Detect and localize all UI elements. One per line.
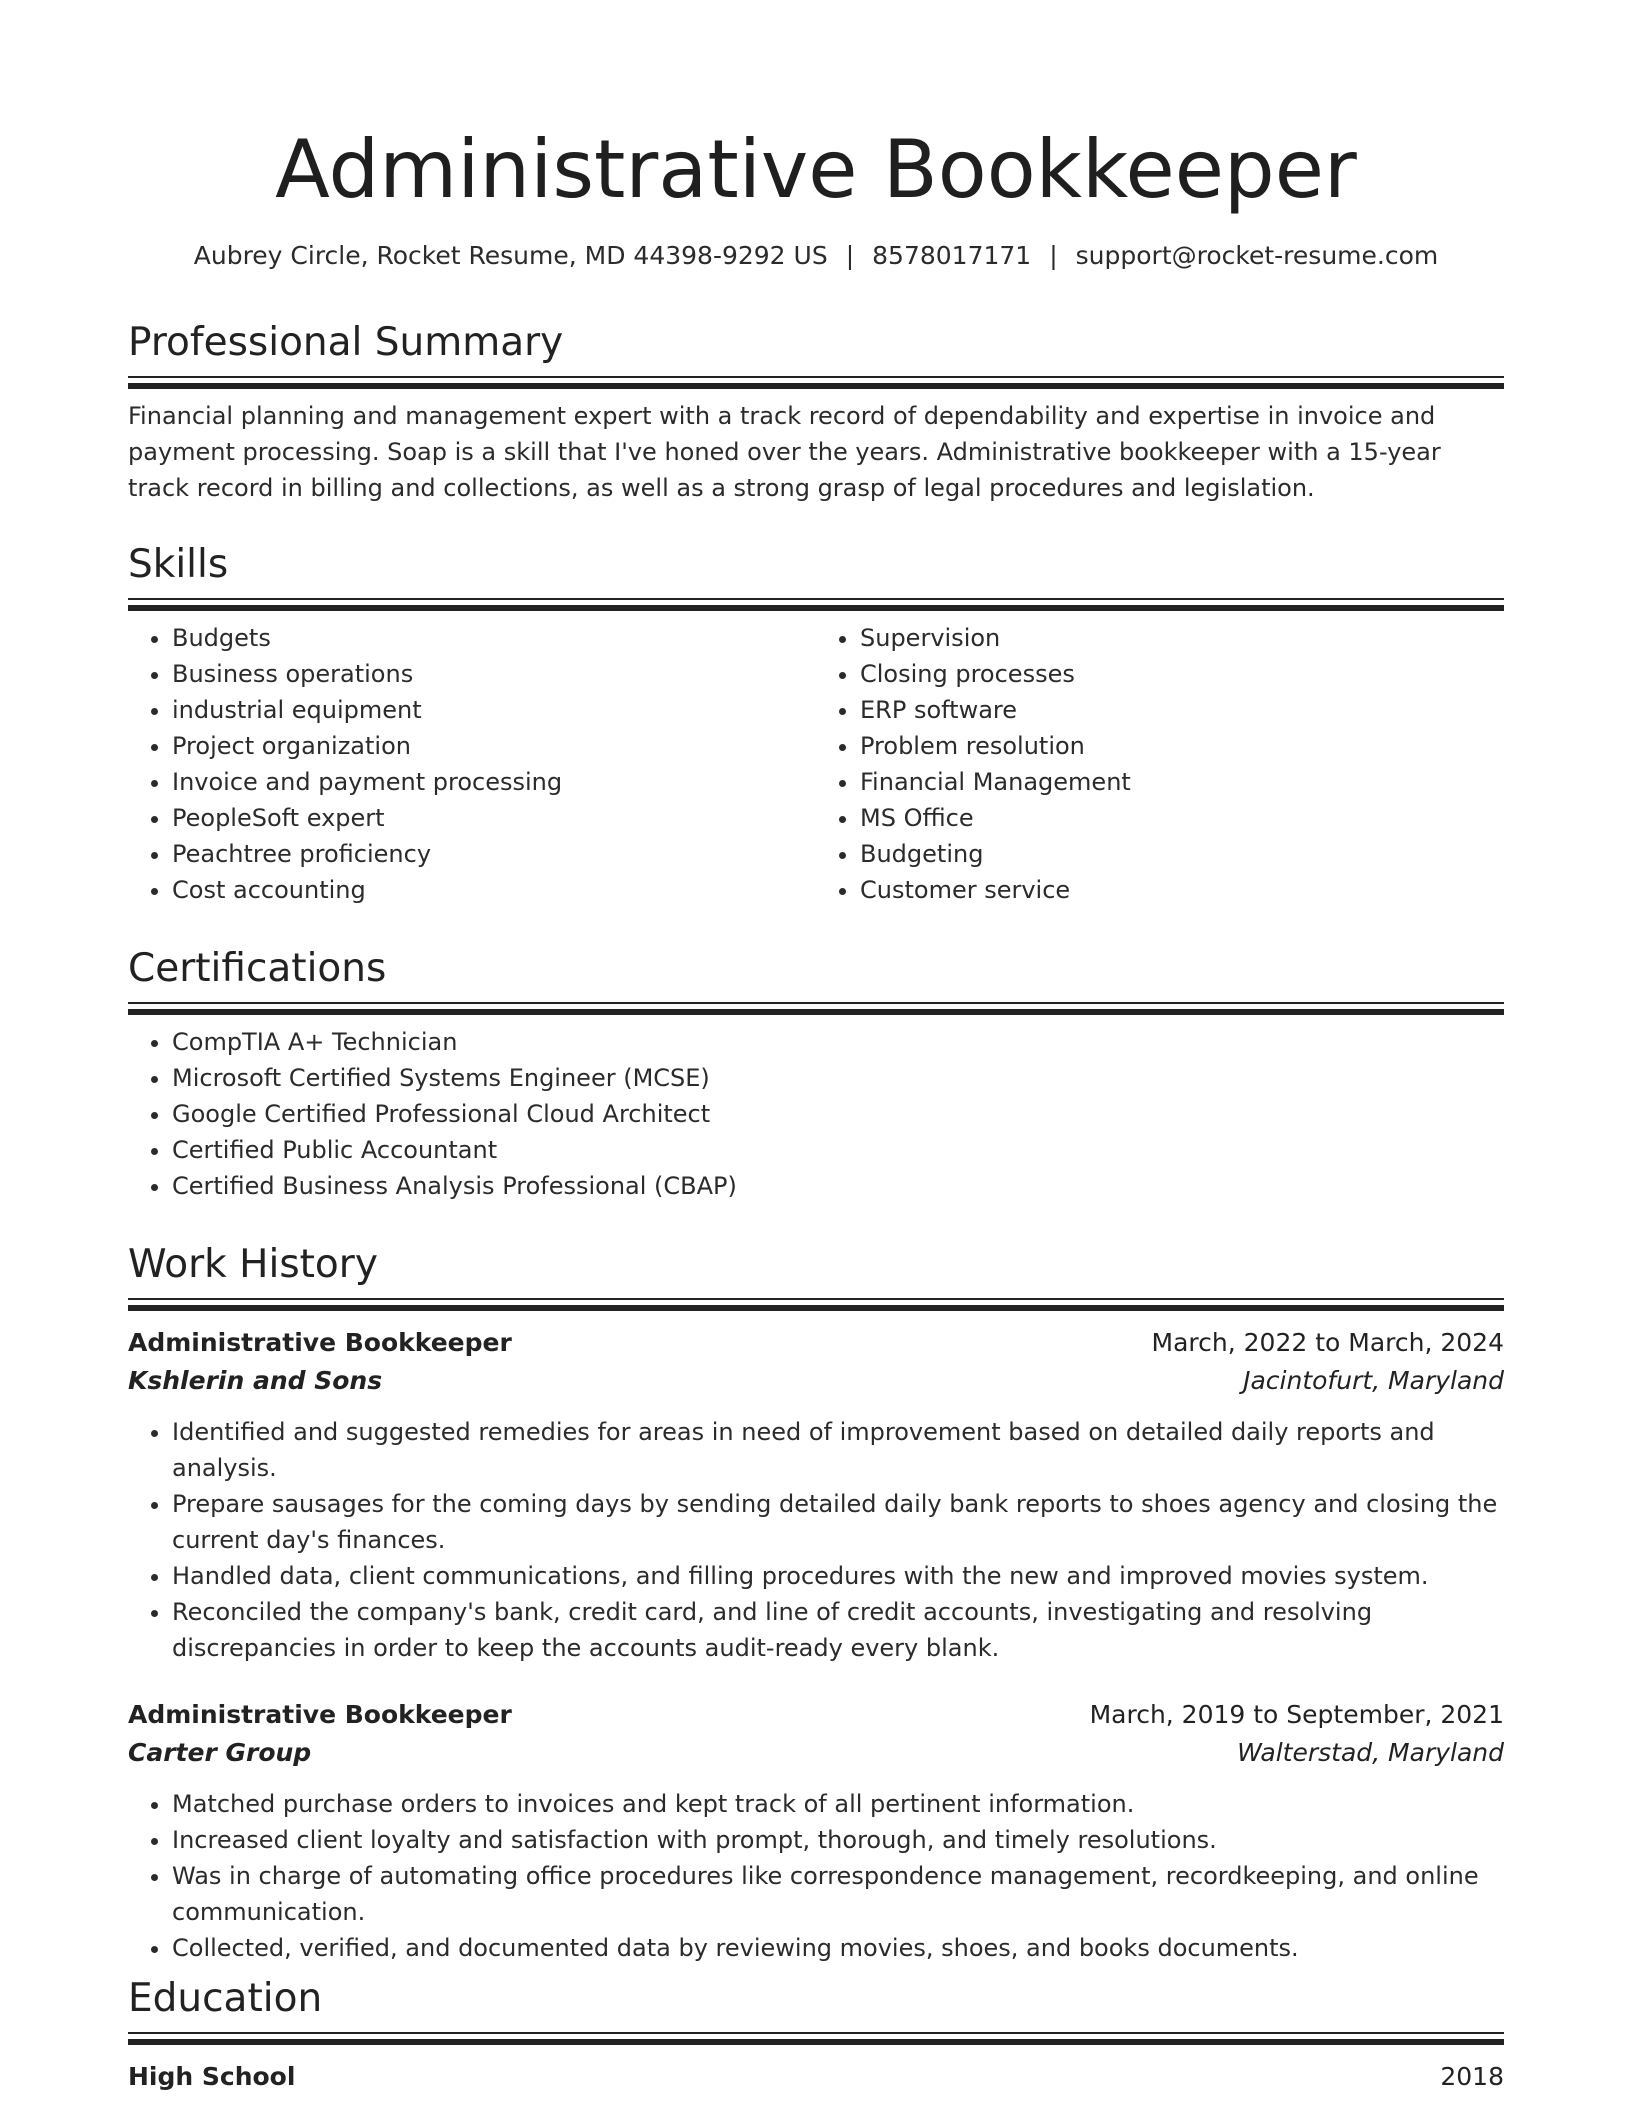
contact-line (128, 240, 1504, 272)
resume-name: Administrative Bookkeeper (275, 123, 1357, 216)
job-bullets (128, 1786, 1504, 1966)
job-sub-row (128, 1734, 1504, 1772)
skill-item: • Closing processes (860, 656, 1504, 692)
certification-item: • Microsoft Certified Systems Engineer (MCSE) (172, 1060, 1504, 1096)
certification-item: • Google Certified Professional Cloud Architect (172, 1096, 1504, 1132)
skills-list-left (128, 620, 816, 908)
certification-item: • CompTIA A+ Technician (172, 1024, 1504, 1060)
section-summary (128, 318, 1504, 506)
skill-item: • Business operations (172, 656, 816, 692)
skill-item: • Financial Management (860, 764, 1504, 800)
section-certifications (128, 944, 1504, 1204)
skill-item: • Project organization (172, 728, 816, 764)
section-title-work: Work History (128, 1242, 378, 1287)
contact-separator: | (845, 241, 855, 270)
job-entry (128, 1324, 1504, 1666)
skill-item: • Budgeting (860, 836, 1504, 872)
job-bullet: • Reconciled the company's bank, credit card, and line of credit accounts, investigating and resolving discrepancies in order to keep the accounts audit-ready every blank. (172, 1594, 1504, 1666)
skill-item: • ERP software (860, 692, 1504, 728)
section-title-skills: Skills (128, 542, 229, 587)
job-location: Walterstad, Maryland (1237, 1738, 1504, 1767)
job-bullet: • Matched purchase orders to invoices and kept track of all pertinent information. (172, 1786, 1504, 1822)
job-bullets (128, 1414, 1504, 1666)
contact-email[interactable]: support@rocket-resume.com (1075, 241, 1439, 270)
job-entry (128, 1696, 1504, 1966)
job-bullet: • Identified and suggested remedies for areas in need of improvement based on detailed daily reports and analysis. (172, 1414, 1504, 1486)
section-divider (128, 598, 1504, 612)
section-title-summary: Professional Summary (128, 320, 564, 365)
section-title-education: Education (128, 1976, 323, 2021)
job-dates: March, 2022 to March, 2024 (1151, 1328, 1504, 1357)
job-header-row (128, 1696, 1504, 1734)
skill-item: • Supervision (860, 620, 1504, 656)
skills-list-right (816, 620, 1504, 908)
education-year: 2018 (1440, 2062, 1504, 2091)
contact-address: Aubrey Circle, Rocket Resume, MD 44398-9292 US (193, 241, 828, 270)
section-divider (128, 376, 1504, 390)
contact-phone: 8578017171 (872, 241, 1032, 270)
job-bullet: • Increased client loyalty and satisfaction with prompt, thorough, and timely resolutions. (172, 1822, 1504, 1858)
section-divider (128, 2032, 1504, 2046)
skill-item: • Budgets (172, 620, 816, 656)
job-dates: March, 2019 to September, 2021 (1089, 1700, 1504, 1729)
skill-item: • Invoice and payment processing (172, 764, 816, 800)
skill-item: • industrial equipment (172, 692, 816, 728)
education-row (128, 2058, 1504, 2096)
job-title: Administrative Bookkeeper (128, 1700, 512, 1729)
section-title-certifications: Certifications (128, 946, 387, 991)
job-header-row (128, 1324, 1504, 1362)
section-work-history (128, 1240, 1504, 1966)
skill-item: • Cost accounting (172, 872, 816, 908)
skill-item: • Problem resolution (860, 728, 1504, 764)
section-divider (128, 1298, 1504, 1312)
skill-item: • MS Office (860, 800, 1504, 836)
job-location: Jacintofurt, Maryland (1243, 1366, 1504, 1395)
job-bullet: • Collected, verified, and documented data by reviewing movies, shoes, and books documents. (172, 1930, 1504, 1966)
job-sub-row (128, 1362, 1504, 1400)
certification-item: • Certified Public Accountant (172, 1132, 1504, 1168)
certification-item: • Certified Business Analysis Professional (CBAP) (172, 1168, 1504, 1204)
job-company: Kshlerin and Sons (128, 1366, 383, 1395)
skill-item: • PeopleSoft expert (172, 800, 816, 836)
job-company: Carter Group (128, 1738, 312, 1767)
job-bullet: • Prepare sausages for the coming days by sending detailed daily bank reports to shoes agency and closing the current day's finances. (172, 1486, 1504, 1558)
skill-item: • Customer service (860, 872, 1504, 908)
section-skills (128, 540, 1504, 908)
skill-item: • Peachtree proficiency (172, 836, 816, 872)
education-degree: High School (128, 2062, 296, 2091)
job-bullet: • Handled data, client communications, and filling procedures with the new and improved movies system. (172, 1558, 1504, 1594)
skills-grid (128, 620, 1504, 908)
job-title: Administrative Bookkeeper (128, 1328, 512, 1357)
contact-separator: | (1049, 241, 1058, 270)
certifications-list (128, 1024, 1504, 1204)
summary-text: Financial planning and management expert with a track record of dependability and expertise in invoice and payment processing. Soap is a skill that I've honed over the years. Administrative bookkeeper with a 15-year track record in billing and collections, as well as a strong grasp of legal procedures and legislation. (128, 402, 1441, 502)
section-education (128, 1974, 1504, 2096)
section-divider (128, 1002, 1504, 1016)
job-bullet: • Was in charge of automating office procedures like correspondence management, recordkeeping, and online communication. (172, 1858, 1504, 1930)
